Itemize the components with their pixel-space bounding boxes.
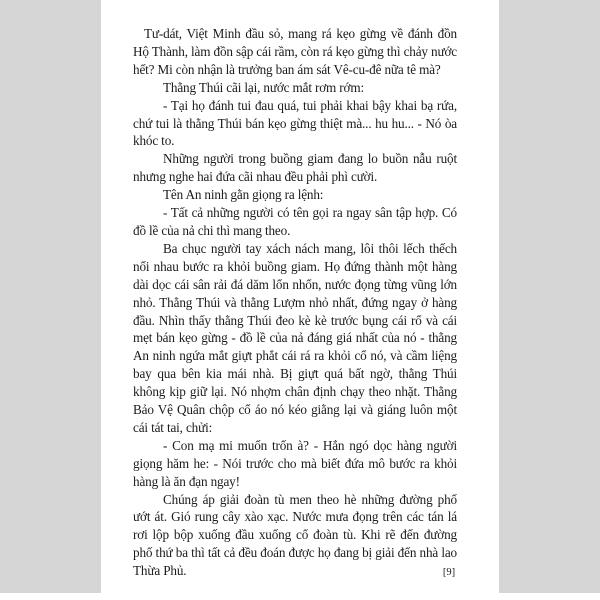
scan-margin-right <box>499 0 600 593</box>
paragraph: - Tất cả những người có tên gọi ra ngay sân tập hợp. Có đồ lề của nả chi thì mang theo. <box>133 205 457 238</box>
paragraph: - Con mạ mi muốn trốn à? - Hắn ngó dọc hàng người giọng hăm he: - Nói trước cho mà biết đứa mô bước ra khỏi hàng là ăn đạn ngay! <box>133 437 457 489</box>
paragraph: - Tại họ đánh tui đau quá, tui phải khai bậy khai bạ rứa, chứ tui là thằng Thúi bán kẹo gừng thiệt mà... hu hu... - Nó òa khóc to. <box>133 97 457 149</box>
page-number: [9] <box>442 567 456 578</box>
paragraph: Tư-dát, Việt Minh đầu sỏ, mang rá kẹo gừng về đánh đồn Hộ Thành, làm đồn sập cái rầm, còn rá kẹo gừng thì chảy nước hết? Mi còn nhận là trưởng ban ám sát Vê-cu-đê nữa tê mà? <box>133 26 457 77</box>
paragraph: Tên An ninh gằn giọng ra lệnh: <box>163 187 324 203</box>
paragraph: Thằng Thúi cãi lại, nước mắt rơm rớm: <box>163 79 364 95</box>
scan-margin-left <box>0 0 101 593</box>
paragraph: Ba chục người tay xách nách mang, lôi thôi lếch thếch nối nhau bước ra khỏi buồng giam. Họ đứng thành một hàng dài dọc cái sân rải đá dăm lổn nhổn, nước đọng từng vũng lớn nhỏ. Thằng Thúi và thằng Lượm nhỏ nhất, đứng ngay ở hàng đầu. Nhìn thấy thằng Thúi đeo kè kè trước bụng cái rổ và cái mẹt bán kẹo gừng - đồ lề của nả đáng giá nhất của nó - thằng An ninh ngứa mắt giựt phắt cái rá ra khỏi cổ nó, và cầm liệng bay qua bên kia mái nhà. Bị giựt quá bất ngờ, thằng Thúi không kịp giữ lại. Nó nhợm chân định chạy theo nhặt. Thằng Bảo Vệ Quân chộp cổ áo nó kéo giằng lại và giáng luôn một cái tát tai, chửi: <box>133 240 457 435</box>
paragraph: Chúng áp giải đoàn tù men theo hè những đường phố ướt át. Gió rung cây xào xạc. Nước mưa đọng trên các tán lá rơi lộp bộp xuống đầu xuống cổ đoàn tù. Khi rẽ đến đường phố thứ ba thì tất cả đều đoán được họ đang bị giải đến nhà lao Thừa Phủ. <box>133 491 457 579</box>
page-body <box>133 25 457 580</box>
book-page <box>101 0 499 600</box>
paragraph: Những người trong buồng giam đang lo buồn nẫu ruột nhưng nghe hai đứa cãi nhau đều phải phì cười. <box>133 151 457 185</box>
